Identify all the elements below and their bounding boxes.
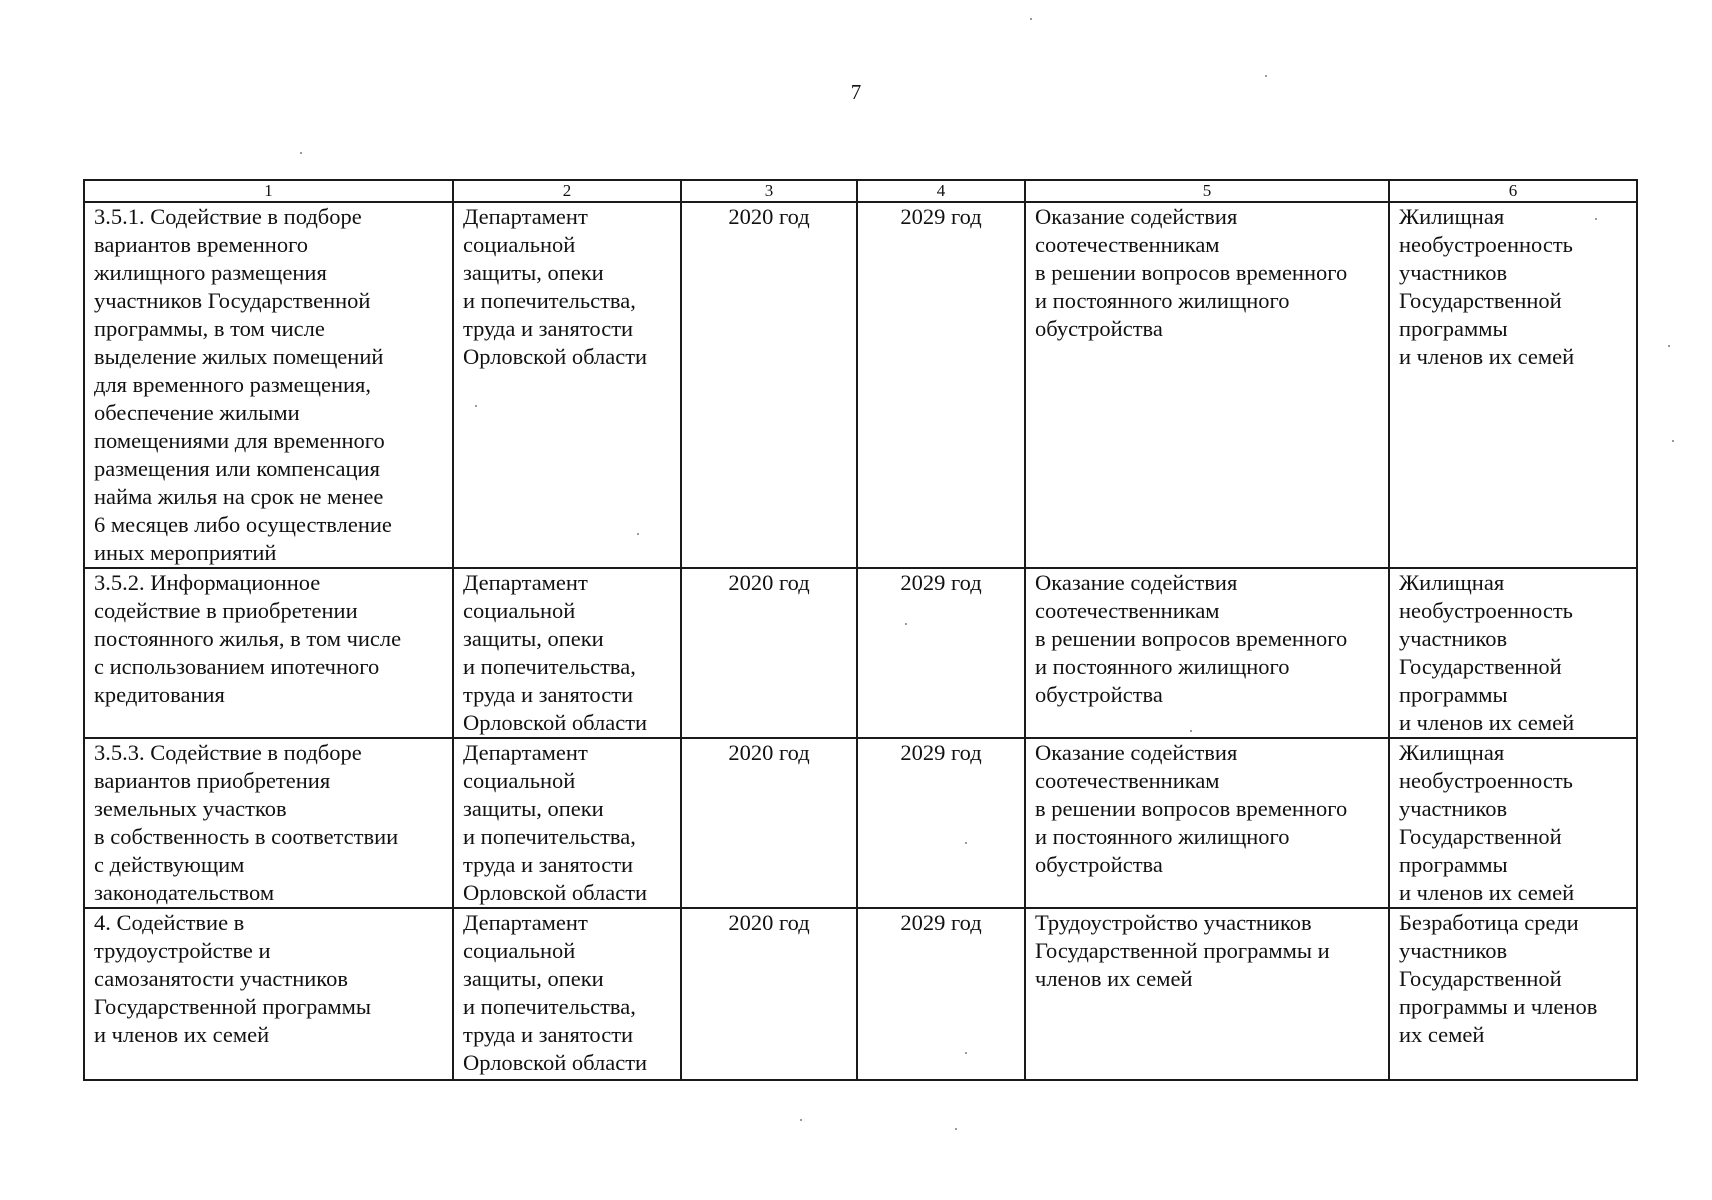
risk-text-line: их семей [1399,1022,1485,1047]
executor-text-line: защиты, опеки [463,260,604,285]
executor-cell [453,202,681,568]
executor-text-line: Орловской области [463,710,648,735]
executor-text-line: социальной [463,232,576,257]
measure-text-line: 4. Содействие в [94,910,245,935]
executor-text-line: Департамент [463,740,588,765]
result-cell [1025,738,1389,908]
risk-text-line: и членов их семей [1399,344,1575,369]
measure-text-line: обеспечение жилыми [94,400,300,425]
scan-speck [965,842,967,844]
measure-text-line: с действующим [94,852,245,877]
start-year-cell: 2020 год [681,908,857,1080]
executor-text-line: защиты, опеки [463,796,604,821]
risk-text-line: необустроенность [1399,768,1573,793]
executor-text-line: социальной [463,768,576,793]
risk-text-line: Государственной [1399,824,1562,849]
column-number-header: 1 [84,180,453,202]
measure-text-line: 3.5.1. Содействие в подборе [94,204,362,229]
executor-text-line: и попечительства, [463,654,636,679]
risk-text-line: и членов их семей [1399,880,1575,905]
measure-text-line: законодательством [94,880,275,905]
measure-cell [84,908,453,1080]
risk-cell [1389,568,1637,738]
result-cell [1025,568,1389,738]
risk-cell [1389,908,1637,1080]
measure-text-line: постоянного жилья, в том числе [94,626,402,651]
executor-text-line: труда и занятости [463,852,634,877]
executor-text-line: социальной [463,598,576,623]
result-text-line: в решении вопросов временного [1035,796,1348,821]
result-cell [1025,202,1389,568]
measure-text-line: программы, в том числе [94,316,325,341]
scan-speck [1672,440,1674,442]
executor-cell [453,738,681,908]
executor-text-line: Орловской области [463,344,648,369]
executor-text-line: Орловской области [463,1050,648,1075]
result-text-line: и постоянного жилищного [1035,824,1290,849]
result-text-line: соотечественникам [1035,232,1220,257]
result-text-line: в решении вопросов временного [1035,260,1348,285]
result-text-line: обустройства [1035,316,1163,341]
end-year-cell: 2029 год [857,202,1025,568]
measure-text-line: вариантов приобретения [94,768,331,793]
table-row [84,908,1637,1080]
executor-cell [453,908,681,1080]
result-text-line: обустройства [1035,852,1163,877]
measure-text-line: 3.5.3. Содействие в подборе [94,740,362,765]
result-cell [1025,908,1389,1080]
risk-text-line: Безработица среди [1399,910,1579,935]
result-text-line: Оказание содействия [1035,740,1238,765]
executor-text-line: и попечительства, [463,824,636,849]
scan-speck [1595,218,1597,220]
table-row [84,738,1637,908]
executor-text-line: защиты, опеки [463,966,604,991]
risk-cell [1389,202,1637,568]
result-text-line: в решении вопросов временного [1035,626,1348,651]
result-text-line: Оказание содействия [1035,570,1238,595]
risk-text-line: программы [1399,852,1508,877]
end-year-cell: 2029 год [857,738,1025,908]
measure-text-line: самозанятости участников [94,966,348,991]
executor-text-line: социальной [463,938,576,963]
scan-speck [1265,75,1267,77]
scan-speck [905,623,907,625]
result-text-line: Государственной программы и [1035,938,1330,963]
table-row [84,568,1637,738]
measure-text-line: для временного размещения, [94,372,372,397]
risk-text-line: участников [1399,260,1508,285]
measure-text-line: Государственной программы [94,994,371,1019]
risk-text-line: участников [1399,796,1508,821]
executor-text-line: и попечительства, [463,288,636,313]
scan-speck [1190,730,1192,732]
column-number-header: 2 [453,180,681,202]
measure-text-line: кредитования [94,682,225,707]
measure-text-line: 6 месяцев либо осуществление [94,512,392,537]
risk-text-line: Жилищная [1399,740,1505,765]
scan-speck [955,1128,957,1130]
table-body [84,202,1637,1080]
measure-text-line: земельных участков [94,796,287,821]
start-year-cell: 2020 год [681,738,857,908]
measure-text-line: с использованием ипотечного [94,654,380,679]
measure-text-line: трудоустройстве и [94,938,271,963]
column-number-row [84,180,1637,202]
column-number-header: 4 [857,180,1025,202]
measure-text-line: и членов их семей [94,1022,270,1047]
risk-text-line: необустроенность [1399,598,1573,623]
page-number: 7 [850,80,862,104]
measure-text-line: в собственность в соответствии [94,824,399,849]
executor-text-line: труда и занятости [463,316,634,341]
risk-text-line: Государственной [1399,654,1562,679]
measure-text-line: найма жилья на срок не менее [94,484,384,509]
scan-speck [800,1119,802,1121]
risk-text-line: необустроенность [1399,232,1573,257]
column-number-header: 5 [1025,180,1389,202]
end-year-cell: 2029 год [857,568,1025,738]
executor-text-line: и попечительства, [463,994,636,1019]
risk-text-line: Жилищная [1399,204,1505,229]
executor-text-line: труда и занятости [463,1022,634,1047]
measure-text-line: участников Государственной [94,288,371,313]
start-year-cell: 2020 год [681,202,857,568]
measure-text-line: помещениями для временного [94,428,385,453]
risk-text-line: программы [1399,682,1508,707]
measure-cell [84,738,453,908]
risk-text-line: Жилищная [1399,570,1505,595]
result-text-line: и постоянного жилищного [1035,654,1290,679]
risk-text-line: программы и членов [1399,994,1598,1019]
measures-table [83,179,1638,1081]
executor-text-line: защиты, опеки [463,626,604,651]
measure-text-line: вариантов временного [94,232,309,257]
risk-text-line: участников [1399,626,1508,651]
scan-speck [1030,18,1032,20]
result-text-line: и постоянного жилищного [1035,288,1290,313]
measure-text-line: иных мероприятий [94,540,277,565]
column-number-header: 3 [681,180,857,202]
executor-text-line: Орловской области [463,880,648,905]
measure-text-line: выделение жилых помещений [94,344,384,369]
measure-text-line: 3.5.2. Информационное [94,570,321,595]
executor-text-line: Департамент [463,570,588,595]
scan-speck [965,1052,967,1054]
result-text-line: членов их семей [1035,966,1193,991]
risk-text-line: программы [1399,316,1508,341]
risk-text-line: участников [1399,938,1508,963]
measure-text-line: размещения или компенсация [94,456,380,481]
end-year-cell: 2029 год [857,908,1025,1080]
executor-text-line: труда и занятости [463,682,634,707]
executor-text-line: Департамент [463,910,588,935]
executor-text-line: Департамент [463,204,588,229]
measure-cell [84,202,453,568]
result-text-line: Трудоустройство участников [1035,910,1312,935]
result-text-line: соотечественникам [1035,598,1220,623]
result-text-line: обустройства [1035,682,1163,707]
measure-text-line: жилищного размещения [94,260,327,285]
scan-speck [300,152,302,154]
measure-cell [84,568,453,738]
executor-cell [453,568,681,738]
risk-text-line: и членов их семей [1399,710,1575,735]
result-text-line: соотечественникам [1035,768,1220,793]
risk-cell [1389,738,1637,908]
scan-speck [475,405,477,407]
start-year-cell: 2020 год [681,568,857,738]
risk-text-line: Государственной [1399,288,1562,313]
column-number-header: 6 [1389,180,1637,202]
scan-speck [1668,345,1670,347]
table-row [84,202,1637,568]
result-text-line: Оказание содействия [1035,204,1238,229]
risk-text-line: Государственной [1399,966,1562,991]
scan-speck [637,533,639,535]
measure-text-line: содействие в приобретении [94,598,358,623]
